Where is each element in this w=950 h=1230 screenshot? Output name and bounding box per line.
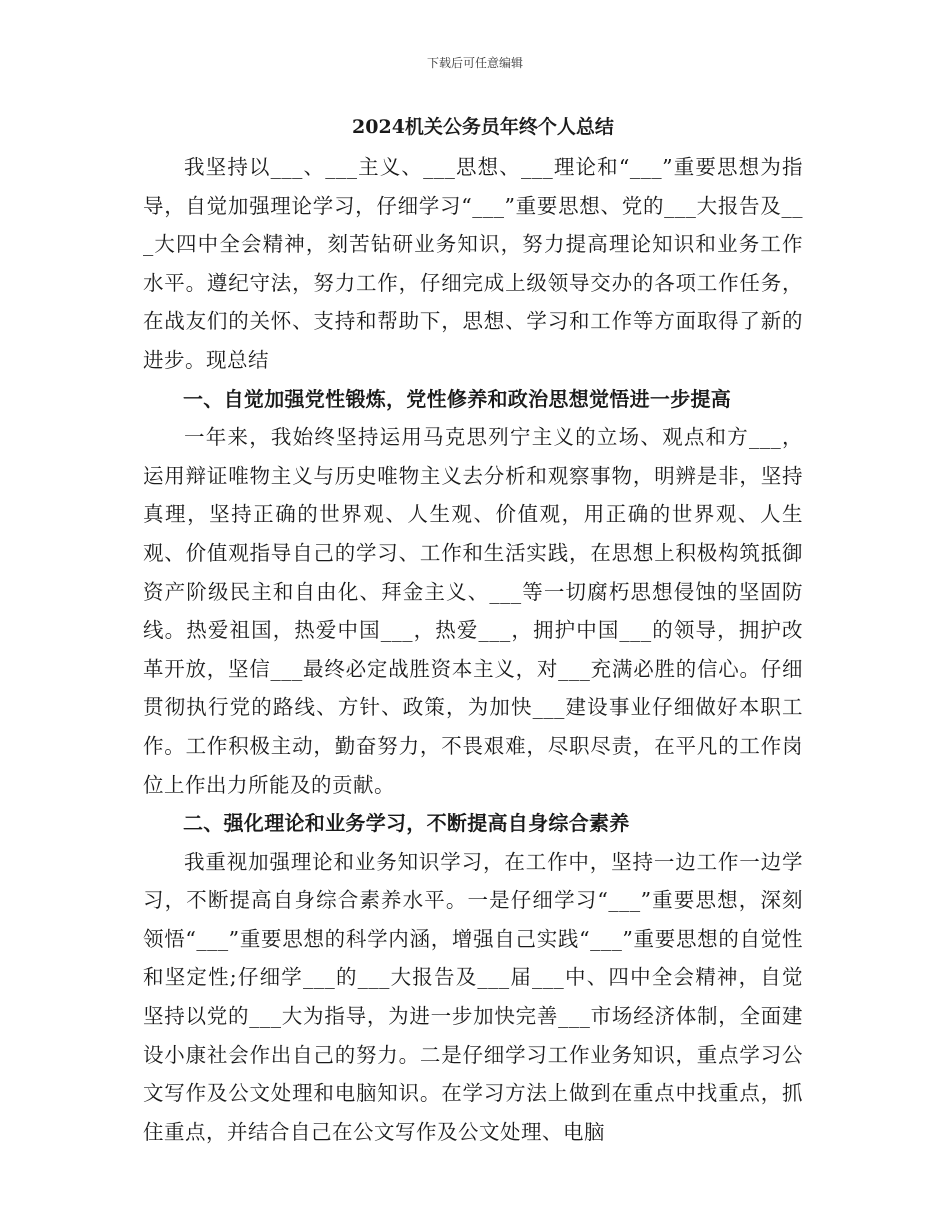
- document-body: [143, 106, 803, 1151]
- intro-paragraph: 我坚持以___、___主义、___思想、___理论和“___”重要思想为指导，自觉加强理论学习，仔细学习“___”重要思想、党的___大报告及___大四中全会精神，刻苦钻研业务知识，努力提高理论知识和业务工作水平。遵纪守法，努力工作，仔细完成上级领导交办的各项工作任务，在战友们的关怀、支持和帮助下，思想、学习和工作等方面取得了新的进步。现总结: [143, 155, 803, 372]
- section-2-paragraph: 我重视加强理论和业务知识学习，在工作中，坚持一边工作一边学习，不断提高自身综合素养水平。一是仔细学习“___”重要思想，深刻领悟“___”重要思想的科学内涵，增强自己实践“___”重要思想的自觉性和坚定性;仔细学___的___大报告及___届___中、四中全会精神，自觉坚持以党的___大为指导，为进一步加快完善___市场经济体制，全面建设小康社会作出自己的努力。二是仔细学习工作业务知识，重点学习公文写作及公文处理和电脑知识。在学习方法上做到在重点中找重点，抓住重点，并结合自己在公文写作及公文处理、电脑: [143, 849, 803, 1144]
- header-note: 下载后可任意编辑: [426, 56, 523, 70]
- section-1-heading: 一、自觉加强党性锻炼，党性修养和政治思想觉悟进一步提高: [183, 386, 732, 411]
- document-title: 2024机关公务员年终个人总结: [352, 116, 614, 138]
- section-2-heading: 二、强化理论和业务学习，不断提高自身综合素养: [183, 811, 630, 836]
- section-1-paragraph: 一年来，我始终坚持运用马克思列宁主义的立场、观点和方___，运用辩证唯物主义与历史唯物主义去分析和观察事物，明辨是非，坚持真理，坚持正确的世界观、人生观、价值观，用正确的世界观、人生观、价值观指导自己的学习、工作和生活实践，在思想上积极构筑抵御资产阶级民主和自由化、拜金主义、___等一切腐朽思想侵蚀的坚固防线。热爱祖国，热爱中国___，热爱___，拥护中国___的领导，拥护改革开放，坚信___最终必定战胜资本主义，对___充满必胜的信心。仔细贯彻执行党的路线、方针、政策，为加快___建设事业仔细做好本职工作。工作积极主动，勤奋努力，不畏艰难，尽职尽责，在平凡的工作岗位上作出力所能及的贡献。: [143, 425, 803, 797]
